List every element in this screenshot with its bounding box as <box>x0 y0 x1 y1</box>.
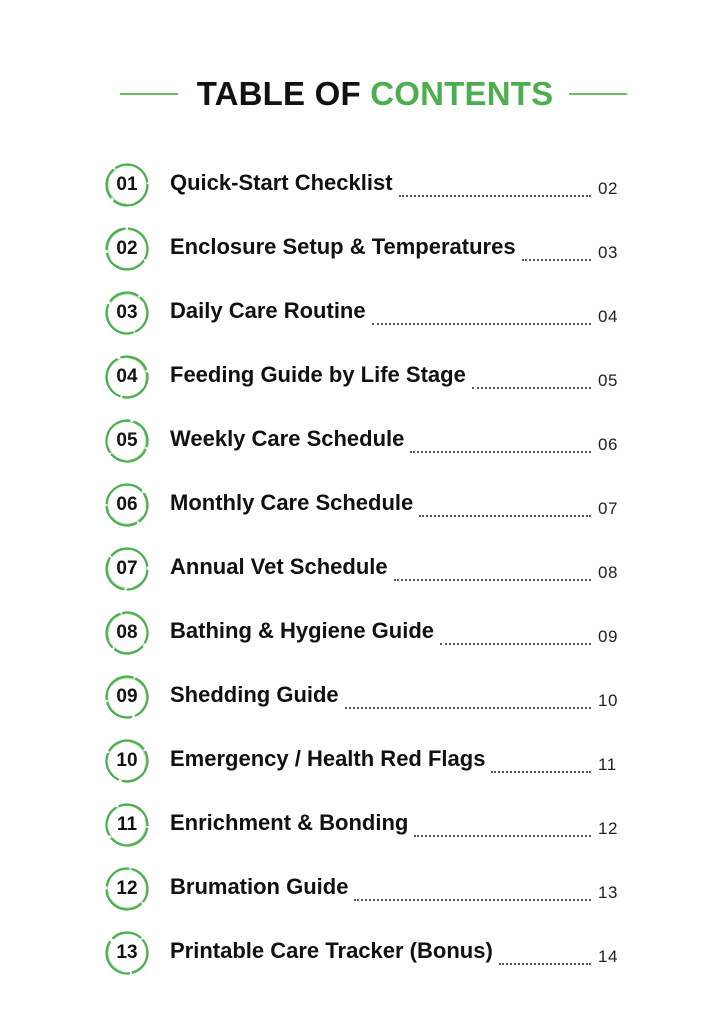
entry-title: Daily Care Routine <box>170 298 366 323</box>
entry-number: 12 <box>116 878 138 899</box>
title-part-2: CONTENTS <box>370 75 554 112</box>
page-number: 06 <box>598 435 618 454</box>
toc-entry[interactable] <box>0 155 724 219</box>
entry-number: 11 <box>116 814 138 835</box>
entry-title: Emergency / Health Red Flags <box>170 746 486 771</box>
number-badge <box>104 290 150 336</box>
page-number: 04 <box>598 307 618 326</box>
page-number: 03 <box>598 243 618 262</box>
number-badge <box>104 930 150 976</box>
entry-title: Weekly Care Schedule <box>170 426 405 451</box>
number-badge <box>104 482 150 528</box>
number-badge <box>104 610 150 656</box>
toc-entry[interactable] <box>0 219 724 283</box>
page-number: 08 <box>598 563 618 582</box>
page-number: 07 <box>598 499 618 518</box>
page-number: 13 <box>598 883 618 902</box>
toc-entry[interactable] <box>0 795 724 859</box>
entry-number: 08 <box>116 622 138 643</box>
number-badge <box>104 674 150 720</box>
page-number: 14 <box>598 947 618 966</box>
entry-title: Printable Care Tracker (Bonus) <box>170 938 493 963</box>
toc-entry[interactable] <box>0 539 724 603</box>
number-badge <box>104 162 150 208</box>
title-rule-right <box>569 93 627 95</box>
dot-leader <box>491 771 591 773</box>
toc-entry[interactable] <box>0 603 724 667</box>
entry-number: 05 <box>116 430 138 451</box>
number-badge <box>104 802 150 848</box>
page-number: 10 <box>598 691 618 710</box>
title-part-1: TABLE OF <box>196 75 361 112</box>
entry-number: 13 <box>116 942 138 963</box>
toc-header <box>0 74 724 114</box>
entry-title: Brumation Guide <box>170 874 349 899</box>
entry-number: 07 <box>116 558 138 579</box>
dot-leader <box>414 835 591 837</box>
number-badge <box>104 354 150 400</box>
page-number: 05 <box>598 371 618 390</box>
toc-entry[interactable] <box>0 475 724 539</box>
number-badge <box>104 738 150 784</box>
dot-leader <box>499 963 591 965</box>
entry-title: Shedding Guide <box>170 682 339 707</box>
toc-entry[interactable] <box>0 859 724 923</box>
dot-leader <box>522 259 591 261</box>
entry-number: 03 <box>116 302 138 323</box>
dot-leader <box>345 707 591 709</box>
number-badge <box>104 226 150 272</box>
toc-list <box>0 155 724 987</box>
toc-entry[interactable] <box>0 347 724 411</box>
page-title <box>190 74 560 114</box>
number-badge <box>104 866 150 912</box>
page-number: 09 <box>598 627 618 646</box>
dot-leader <box>354 899 591 901</box>
dot-leader <box>440 643 591 645</box>
entry-title: Feeding Guide by Life Stage <box>170 362 466 387</box>
toc-entry[interactable] <box>0 731 724 795</box>
page-number: 11 <box>598 755 617 774</box>
entry-number: 04 <box>116 366 138 387</box>
entry-title: Enrichment & Bonding <box>170 810 409 835</box>
entry-title: Bathing & Hygiene Guide <box>170 618 435 643</box>
dot-leader <box>472 387 591 389</box>
entry-number: 10 <box>116 750 138 771</box>
dot-leader <box>410 451 591 453</box>
toc-entry[interactable] <box>0 411 724 475</box>
number-badge <box>104 418 150 464</box>
entry-title: Annual Vet Schedule <box>170 554 388 579</box>
entry-number: 02 <box>116 238 138 259</box>
entry-number: 01 <box>116 174 138 195</box>
title-rule-left <box>120 93 178 95</box>
entry-title: Enclosure Setup & Temperatures <box>170 234 516 259</box>
page-number: 12 <box>598 819 618 838</box>
entry-number: 06 <box>116 494 138 515</box>
toc-entry[interactable] <box>0 283 724 347</box>
toc-entry[interactable] <box>0 923 724 987</box>
entry-number: 09 <box>116 686 138 707</box>
page-number: 02 <box>598 179 618 198</box>
entry-title: Monthly Care Schedule <box>170 490 414 515</box>
dot-leader <box>372 323 591 325</box>
dot-leader <box>399 195 591 197</box>
number-badge <box>104 546 150 592</box>
dot-leader <box>419 515 591 517</box>
toc-entry[interactable] <box>0 667 724 731</box>
entry-title: Quick-Start Checklist <box>170 170 393 195</box>
dot-leader <box>394 579 591 581</box>
